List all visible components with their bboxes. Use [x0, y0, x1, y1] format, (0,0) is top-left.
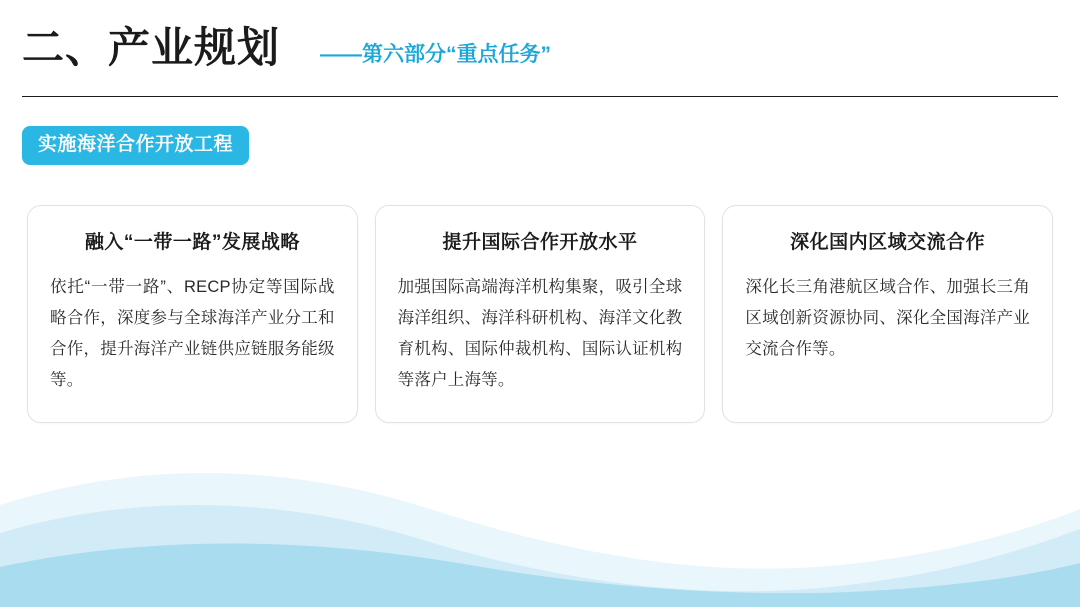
- card-title: 深化国内区域交流合作: [790, 232, 986, 253]
- slide-header: [0, 0, 1080, 100]
- card-body: 深化长三角港航区域合作、加强长三角区域创新资源协同、深化全国海洋产业交流合作等。: [745, 278, 1031, 358]
- card-list: [27, 205, 1053, 423]
- card-item: [375, 205, 706, 423]
- card-title: 提升国际合作开放水平: [442, 232, 638, 253]
- header-divider: [22, 96, 1058, 97]
- section-chip: 实施海洋合作开放工程: [22, 126, 249, 165]
- card-title: 融入“一带一路”发展战略: [84, 232, 300, 253]
- card-body: 依托“一带一路”、RECP协定等国际战略合作，深度参与全球海洋产业分工和合作，提升海洋产业链供应链服务能级等。: [50, 278, 335, 389]
- page-subtitle: ——第六部分“重点任务”: [320, 43, 551, 66]
- card-item: [722, 205, 1053, 423]
- wave-decoration: [0, 447, 1080, 607]
- card-body: 加强国际高端海洋机构集聚，吸引全球海洋组织、海洋科研机构、海洋文化教育机构、国际仲裁机构、国际认证机构等落户上海等。: [397, 278, 683, 389]
- card-item: [27, 205, 358, 423]
- page-title: 二、产业规划: [22, 24, 281, 71]
